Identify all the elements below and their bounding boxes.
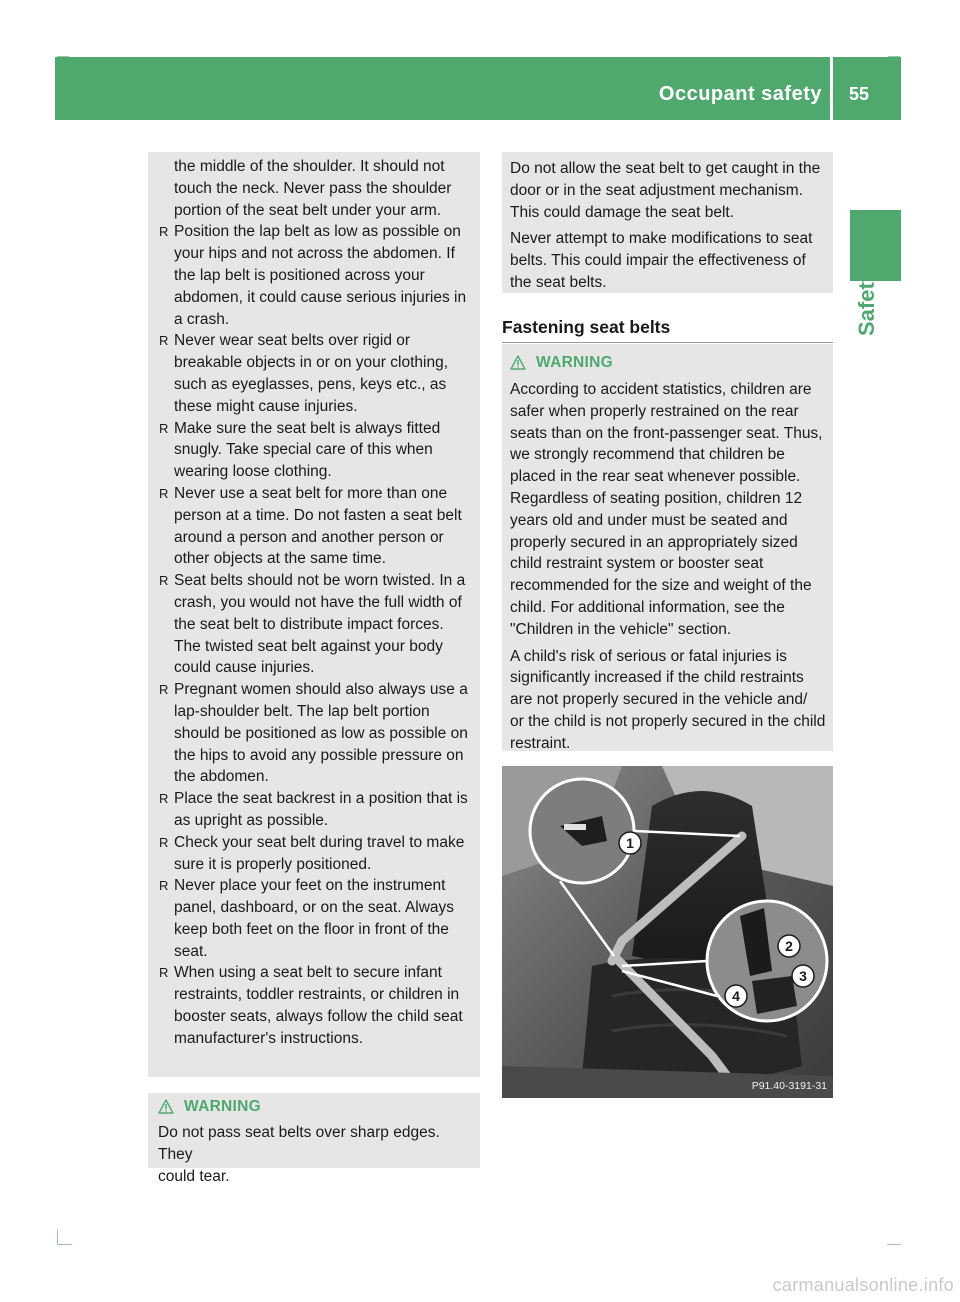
text-line: could cause injuries. [174, 659, 315, 677]
text-line: Never place your feet on the instrument [174, 877, 446, 895]
paragraph [510, 646, 832, 755]
warning-text [510, 379, 832, 755]
text-line: booster seats, always follow the child seat [174, 1008, 463, 1026]
text-line: recommended for the size and weight of the [510, 577, 812, 595]
text-line: belts. This could impair the effectiveness of [510, 252, 806, 270]
bullet-list [158, 221, 478, 1049]
section-heading: Fastening seat belts [502, 317, 671, 337]
text-line: keep both feet on the floor in front of the [174, 920, 449, 938]
text-line: Do not allow the seat belt to get caught in the [510, 160, 821, 177]
text-line: crash, you would not have the full width of [174, 593, 462, 611]
bullet-marker: R [159, 333, 169, 349]
warning-triangle-icon [158, 1099, 174, 1115]
text-line: This could damage the seat belt. [510, 203, 735, 221]
warning-heading [510, 354, 613, 372]
page-title: Occupant safety [658, 83, 822, 105]
text-line: Seat belts should not be worn twisted. In a [174, 572, 466, 590]
text-line: your hips and not across the abdomen. If [174, 245, 455, 263]
text-line: Never attempt to make modifications to seat [510, 230, 813, 248]
text-line: the lap belt is positioned across your [174, 266, 425, 284]
text-line: Place the seat backrest in a position that is [174, 790, 468, 808]
warning-heading [158, 1098, 261, 1116]
list-item [158, 221, 478, 330]
text-line: abdomen, it could cause serious injuries in [174, 288, 467, 306]
text-line: Make sure the seat belt is always fitted [174, 419, 441, 437]
continuation-text [158, 156, 478, 221]
list-item [158, 418, 478, 483]
text-line: touch the neck. Never pass the shoulder [174, 179, 452, 197]
text-line: snugly. Take special care of this when [174, 441, 433, 459]
text-line: we strongly recommend that children be [510, 446, 785, 464]
text-line: years old and under must be seated and [510, 511, 788, 529]
text-line: Position the lap belt as low as possible on [174, 223, 461, 241]
text-line: restraint. [510, 734, 571, 752]
callout-2: 2 [785, 938, 793, 954]
text-line: Never wear seat belts over rigid or [174, 332, 411, 350]
callout-1: 1 [626, 835, 634, 851]
text-line: significantly increased if the child restraints [510, 669, 804, 687]
text-line: Pregnant women should also always use a [174, 681, 468, 699]
list-item [158, 483, 478, 570]
text-line: around a person and another person or [174, 528, 444, 546]
warning-title: WARNING [184, 1098, 262, 1115]
text-line: The twisted seat belt against your body [174, 637, 443, 655]
bullet-marker: R [159, 224, 169, 240]
list-item [158, 788, 478, 832]
text-line: the abdomen. [174, 768, 269, 786]
warning-title: WARNING [536, 354, 614, 371]
section-tab-label: Safety [854, 269, 879, 336]
text-line: could tear. [158, 1167, 230, 1185]
list-item [158, 330, 478, 417]
text-line: the seat belts. [510, 273, 607, 291]
text-line: manufacturer's instructions. [174, 1029, 364, 1047]
crop-mark [57, 1230, 58, 1245]
text-line: According to accident statistics, children are [510, 381, 812, 398]
crop-mark [887, 1244, 901, 1245]
text-line: Regardless of seating position, children 12 [510, 489, 803, 507]
paragraph [510, 228, 832, 293]
bullet-marker: R [159, 965, 169, 981]
text-line: are not properly secured in the vehicle and/ [510, 691, 808, 709]
text-line: safer when properly restrained on the rear [510, 402, 799, 420]
callout-3: 3 [799, 968, 807, 984]
bullet-marker: R [159, 573, 169, 589]
text-line: or the child is not properly secured in the child [510, 712, 826, 730]
safety-notes-text [158, 156, 478, 1050]
list-item [158, 875, 478, 962]
text-line: these might cause injuries. [174, 397, 358, 415]
bullet-marker: R [159, 420, 169, 436]
text-line: person at a time. Do not fasten a seat belt [174, 506, 462, 524]
bullet-marker: R [159, 791, 169, 807]
section-divider [502, 342, 833, 343]
bullet-marker: R [159, 485, 169, 501]
text-line: should be positioned as low as possible on [174, 724, 468, 742]
warning-text [158, 1122, 478, 1187]
list-item [158, 570, 478, 679]
text-line: a crash. [174, 310, 230, 328]
text-line: wearing loose clothing. [174, 463, 332, 481]
text-line: A child's risk of serious or fatal injuries is [510, 647, 787, 665]
bullet-marker: R [159, 682, 169, 698]
list-item [158, 962, 478, 1049]
text-line: the middle of the shoulder. It should not [174, 158, 445, 175]
text-line: as upright as possible. [174, 811, 329, 829]
callout-4: 4 [732, 988, 740, 1004]
header-separator [830, 57, 833, 120]
text-line: "Children in the vehicle" section. [510, 620, 732, 638]
text-line: properly secured in an appropriately sized [510, 533, 798, 551]
paragraph [510, 158, 832, 223]
text-line: Never use a seat belt for more than one [174, 484, 448, 502]
list-item [158, 832, 478, 876]
text-line: Do not pass seat belts over sharp edges. They [158, 1124, 440, 1163]
text-line: the hips to avoid any possible pressure on [174, 746, 464, 764]
text-line: panel, dashboard, or on the seat. Always [174, 899, 455, 917]
text-line: such as eyeglasses, pens, keys etc., as [174, 375, 447, 393]
watermark: carmanualsonline.info [772, 1275, 954, 1295]
warning-triangle-icon [510, 355, 526, 371]
text-line: breakable objects in or on your clothing, [174, 354, 448, 372]
text-line: the seat belt to distribute impact forces. [174, 615, 444, 633]
text-line: restraints, toddler restraints, or children in [174, 986, 460, 1004]
text-line: sure it is properly positioned. [174, 855, 372, 873]
bullet-marker: R [159, 878, 169, 894]
seat-belt-photo [502, 766, 833, 1098]
text-line: other objects at the same time. [174, 550, 386, 568]
crop-mark [57, 1244, 72, 1245]
seat-belt-illustration [502, 766, 833, 1098]
paragraph [510, 379, 832, 641]
text-line: door or in the seat adjustment mechanism. [510, 181, 803, 199]
text-line: child. For additional information, see the [510, 598, 785, 616]
text-line: seat. [174, 942, 208, 960]
text-line: lap-shoulder belt. The lap belt portion [174, 702, 430, 720]
caution-text [510, 158, 832, 294]
figure-code: P91.40-3191-31 [751, 1080, 827, 1092]
text-line: placed in the rear seat whenever possible. [510, 468, 801, 486]
text-line: portion of the seat belt under your arm. [174, 201, 442, 219]
text-line: Check your seat belt during travel to make [174, 833, 465, 851]
list-item [158, 679, 478, 788]
page-number: 55 [849, 84, 870, 104]
text-line: When using a seat belt to secure infant [174, 964, 442, 982]
bullet-marker: R [159, 834, 169, 850]
text-line: seats than on the front-passenger seat. Thus, [510, 424, 823, 442]
text-line: child restraint system or booster seat [510, 555, 764, 573]
